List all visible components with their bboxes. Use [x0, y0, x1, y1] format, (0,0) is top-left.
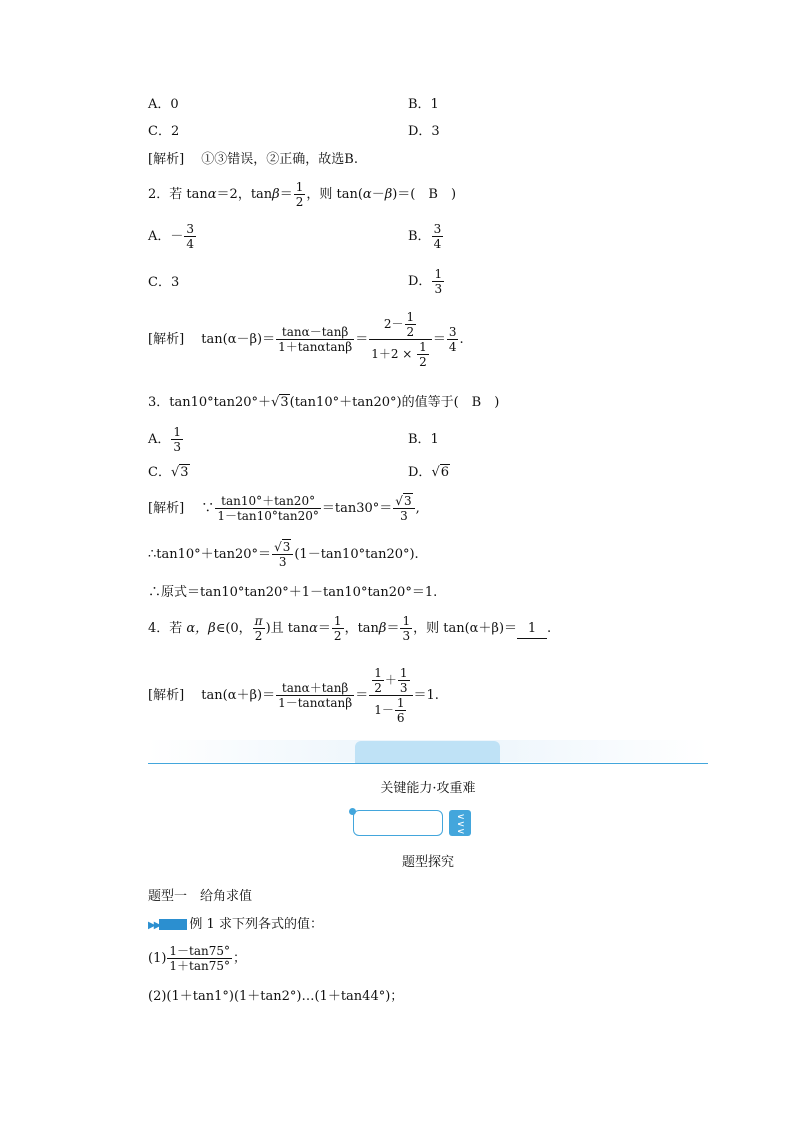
denominator: 4: [186, 237, 195, 251]
denominator: 2: [295, 195, 304, 209]
q2-option-d: [408, 267, 445, 296]
q3-solution-line1: [148, 494, 420, 523]
solution-text: tan(α－β)＝: [201, 332, 276, 347]
sqrt: √3: [274, 540, 291, 554]
numerator: 3: [186, 222, 195, 236]
semicolon: ；: [233, 951, 247, 966]
example-label: 例 1: [189, 917, 215, 932]
q1-option-d: D．3: [408, 124, 440, 139]
alpha: α: [309, 621, 318, 636]
numerator: 1－tan75°: [169, 944, 231, 958]
q2-option-b: [408, 222, 444, 251]
section-subtitle: 题型探究: [401, 855, 454, 870]
denominator: 1－tan10°tan20°: [217, 509, 319, 523]
solution-tag: [解析]: [148, 332, 185, 347]
q1-option-c: C．2: [148, 124, 180, 139]
q3-stem-text: 3．tan10°tan20°＋: [148, 395, 272, 410]
example-text: 求下列各式的值：: [218, 917, 323, 932]
q3-option-d: [408, 464, 450, 482]
q2-stem-text: ＝2，tan: [216, 187, 273, 202]
option-label: B．: [408, 229, 431, 244]
numerator: tanα－tanβ: [276, 325, 354, 340]
fraction: [447, 325, 459, 354]
option-label: D．: [408, 465, 432, 480]
numerator: 1: [333, 614, 342, 628]
fraction: [167, 944, 232, 973]
chevron-glyphs: ∨∨∨: [455, 813, 466, 835]
equals: ＝: [355, 332, 369, 347]
period: .: [547, 621, 552, 636]
q4-stem-text: 4．若: [148, 621, 187, 636]
fraction: [294, 180, 306, 209]
answer-blank: 1: [517, 620, 547, 639]
example-part-1: [148, 944, 246, 973]
plus: ＋: [384, 673, 397, 687]
fraction: [372, 666, 384, 695]
option-label: C．: [148, 465, 171, 480]
beta: β: [272, 187, 280, 202]
numerator: 3: [433, 222, 442, 236]
q2-stem: [148, 180, 456, 209]
radicand: 3: [180, 465, 189, 480]
q4-solution: [148, 666, 439, 725]
fraction: [417, 340, 429, 369]
text: 2－: [383, 317, 404, 331]
section-divider: [148, 763, 708, 764]
fraction: [432, 267, 444, 296]
example-part-2: (2)(1＋tan1°)(1＋tan2°)…(1＋tan44°)；: [148, 989, 404, 1004]
equals: ＝: [432, 332, 446, 347]
radicand: 6: [440, 465, 450, 480]
alpha: α: [362, 187, 372, 202]
option-label: A．: [148, 432, 171, 447]
solution-text: ∴tan10°＋tan20°＝: [148, 547, 272, 562]
q3-solution-line2: [148, 540, 419, 569]
numerator: [369, 666, 412, 696]
fraction: [272, 540, 293, 569]
numerator: 1: [173, 425, 182, 439]
fraction: [253, 614, 265, 643]
numerator: 1: [374, 666, 382, 680]
period: .: [459, 332, 464, 347]
q2-solution: [148, 310, 464, 369]
complex-fraction: [369, 310, 432, 369]
type-heading: 题型一 给角求值: [148, 889, 253, 904]
solution-text: (1－tan10°tan20°).: [294, 547, 419, 562]
option-label: D．: [408, 274, 432, 289]
q3-option-b: B．1: [408, 432, 439, 447]
alpha-beta: α，β: [186, 621, 216, 636]
fraction: [405, 310, 417, 339]
q2-option-c: C．3: [148, 275, 180, 290]
q3-stem-text: (tan10°＋tan20°)的值等于(: [289, 395, 472, 410]
option-label: A．－: [148, 229, 184, 244]
denominator: 1＋tan75°: [169, 959, 231, 973]
numerator: [393, 494, 414, 509]
fraction: [171, 425, 183, 454]
sqrt: √3: [271, 395, 289, 410]
denominator: [369, 340, 432, 369]
numerator: 1: [419, 340, 427, 354]
denominator: 2: [254, 629, 263, 643]
sqrt: √3: [395, 494, 412, 508]
fraction: [276, 325, 354, 354]
solution-tag: [解析]: [148, 152, 185, 167]
numerator: 1: [402, 614, 411, 628]
denominator: 2: [374, 681, 382, 695]
denominator: 2: [419, 355, 427, 369]
q4-stem-text: ，则 tan(α＋β)＝: [413, 621, 518, 636]
denominator: [369, 696, 412, 725]
radicand: 3: [280, 395, 289, 410]
paren-close: ): [437, 187, 457, 202]
equals: ＝: [317, 621, 331, 636]
numerator: 1: [295, 180, 304, 194]
denominator: 3: [400, 509, 408, 523]
q4-stem-text: ，tan: [344, 621, 379, 636]
fraction: [215, 494, 321, 523]
fraction: [184, 222, 196, 251]
result: ＝1.: [413, 688, 439, 703]
minus: －: [371, 187, 385, 202]
denominator: 4: [448, 340, 457, 354]
numerator: 1: [399, 666, 408, 680]
example-marker: [159, 919, 187, 930]
q3-option-c: [148, 464, 190, 482]
fraction: [400, 614, 412, 643]
equals: ＝: [386, 621, 400, 636]
fraction: [332, 614, 344, 643]
numerator: π: [254, 614, 263, 628]
numerator: 3: [448, 325, 457, 339]
fast-forward-icon: ▶▶: [148, 920, 160, 931]
denominator: 3: [278, 555, 287, 569]
beta: β: [378, 621, 387, 636]
section-tab: [355, 741, 500, 763]
fraction: [393, 494, 414, 523]
solution-tag: [解析]: [148, 501, 185, 516]
denominator: 6: [396, 711, 405, 725]
paren-close: ): [481, 395, 500, 410]
comma: ,: [415, 501, 420, 516]
alpha: α: [207, 187, 217, 202]
solution-text: ＝tan30°＝: [321, 501, 393, 516]
denominator: 1＋tanαtanβ: [278, 340, 353, 354]
denominator: 3: [173, 440, 182, 454]
radicand: 3: [282, 540, 291, 554]
solution-tag: [解析]: [148, 688, 185, 703]
q4-stem-text: )且 tan: [265, 621, 310, 636]
section-pill: [353, 810, 443, 836]
equals: ＝: [279, 187, 293, 202]
beta: β: [384, 187, 393, 202]
solution-text: ①③错误，②正确，故选B.: [201, 152, 358, 167]
q3-option-a: [148, 425, 184, 454]
q3-stem: [148, 394, 499, 412]
example-line: [148, 916, 323, 935]
denominator: 2: [333, 629, 342, 643]
numerator: [369, 310, 432, 340]
denominator: 1－tanαtanβ: [278, 696, 353, 710]
denominator: 3: [434, 282, 443, 296]
q2-option-a: [148, 222, 197, 251]
q4-stem: [148, 614, 551, 643]
q2-stem-text: 2．若 tan: [148, 187, 208, 202]
radicand: 3: [403, 494, 412, 508]
q1-solution: [148, 151, 358, 169]
solution-text: tan(α＋β)＝: [201, 688, 276, 703]
denominator: 2: [406, 325, 415, 339]
q1-option-b: B．1: [408, 97, 439, 112]
numerator: 1: [406, 310, 415, 324]
section-title: 关键能力·攻重难: [380, 781, 476, 796]
denominator: 3: [402, 629, 411, 643]
numerator: tanα＋tanβ: [276, 681, 354, 696]
fraction: [276, 681, 354, 710]
chevron-down-icon: [449, 810, 471, 836]
numerator: tan10°＋tan20°: [215, 494, 321, 509]
denominator: 3: [399, 681, 408, 695]
fraction: [398, 666, 410, 695]
equals: ＝: [355, 688, 369, 703]
q4-stem-text: ∈(0，: [215, 621, 252, 636]
fraction: [432, 222, 444, 251]
answer: B: [428, 187, 438, 202]
q1-option-a: A．0: [148, 97, 179, 112]
answer: B: [471, 395, 482, 410]
q2-stem-text: ，则 tan(: [306, 187, 363, 202]
numerator: 1: [396, 696, 405, 710]
q3-solution-line3: ∴原式＝tan10°tan20°＋1－tan10°tan20°＝1.: [148, 585, 438, 600]
numerator: [272, 540, 293, 555]
because-symbol: ∵: [201, 501, 215, 516]
complex-fraction: [369, 666, 412, 725]
sqrt: √6: [431, 465, 450, 480]
part-label: (1): [148, 951, 167, 966]
q2-stem-text: )＝(: [392, 187, 429, 202]
denominator: 4: [433, 237, 442, 251]
text: 1－: [374, 703, 394, 717]
numerator: 1: [434, 267, 443, 281]
sqrt: √3: [170, 465, 189, 480]
text: 1＋2 ×: [371, 347, 417, 361]
fraction: [395, 696, 407, 725]
